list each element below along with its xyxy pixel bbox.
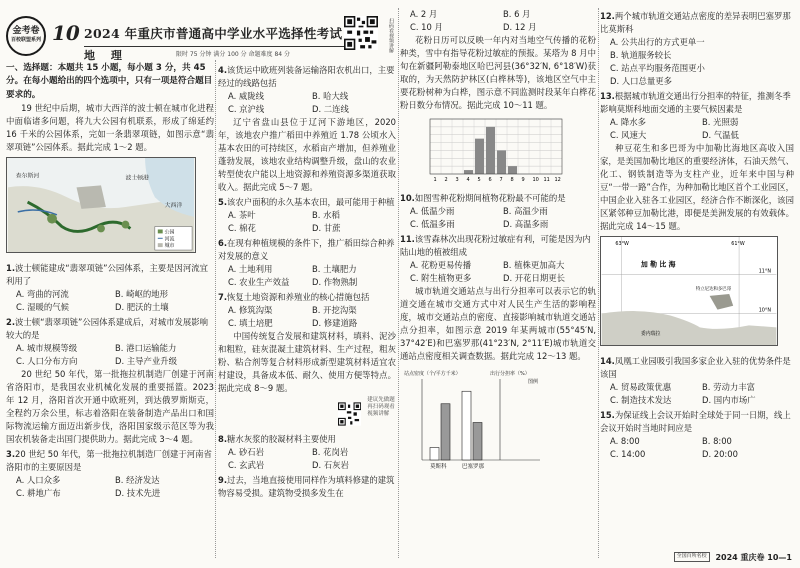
question-number: 4.	[218, 65, 228, 75]
option-d[interactable]: D. 人口总量更多	[610, 76, 673, 87]
map-label-10n: 10°N	[758, 307, 772, 314]
question-14	[600, 355, 794, 407]
option-c[interactable]: C. 人口分布方向	[16, 356, 78, 367]
page-footer	[674, 552, 792, 564]
option-d[interactable]: D. 开花日期更长	[503, 273, 566, 284]
option-a[interactable]: A. 弯曲的河流	[16, 289, 69, 300]
qr-code-header[interactable]	[344, 16, 378, 50]
option-a[interactable]: A. 人口众多	[16, 475, 61, 486]
question-stem: 恢复土地资源和养殖业的核心措施包括	[227, 292, 370, 303]
subject-name: 地 理	[84, 49, 128, 62]
option-a[interactable]: A. 砂石岩	[228, 447, 265, 458]
option-d[interactable]: D. 石灰岩	[312, 460, 349, 471]
question-stem: 糖水灰浆的胶凝材料主要使用	[227, 434, 336, 445]
question-number: 2.	[6, 317, 16, 328]
option-a[interactable]: A. 降水多	[610, 117, 647, 128]
chart-legend: 图例	[528, 379, 539, 386]
option-d[interactable]: D. 修建道路	[312, 318, 358, 329]
option-b[interactable]: B. 花岗岩	[312, 447, 349, 458]
question-stem: 该雪森林次出现花粉过敏症有利，可能是因为内陆山地的植被组成	[400, 234, 591, 258]
column-divider	[215, 60, 216, 558]
option-a[interactable]: A. 8:00	[610, 436, 640, 447]
question-stem: 该货运中欧班列装备运输洛阳农机出口，主要经过的线路包括	[218, 65, 395, 89]
question-2	[6, 316, 214, 368]
question-4	[218, 64, 396, 116]
qr-caption: 建议先做题再扫码观看视频讲解	[367, 397, 395, 418]
question-stem: 该农户面积的永久基本农田，最可能用于种植	[227, 197, 395, 208]
map-label-venezuela: 委内瑞拉	[640, 331, 661, 338]
pollen-bar	[475, 139, 484, 174]
passage-2: 20 世纪 50 年代，第一批拖拉机制造厂创建于河南省洛阳市，是我国农业机械化发展的重要摇篮。2023 年 12 月，洛阳首次开通中欧班列，到达俄罗斯斯克，全程约万余公里，标志着洛阳在装备制造产品出口和国际物流运输方面迈出新步伐，洛阳国家级示范区等为我国农机装备走出国门提供助力。据此完成 3～4 题。	[6, 369, 214, 445]
subject-bar	[84, 46, 344, 60]
option-c[interactable]: C. 耕地广布	[16, 488, 61, 499]
question-8	[218, 433, 396, 472]
option-c[interactable]: C. 站点平均服务范围更小	[610, 63, 705, 74]
option-b[interactable]: B. 轨道服务较长	[610, 50, 672, 61]
option-b[interactable]: B. 6 月	[503, 9, 531, 19]
boston-map	[6, 157, 196, 253]
question-stem: 根据城市轨道交通出行分担率的特征，推测冬季影响莫斯科地面交通的主要气候因素是	[600, 91, 791, 115]
question-number: 7.	[218, 292, 228, 303]
column-1	[6, 62, 214, 562]
pollen-tick-label: 8	[510, 177, 514, 184]
option-a[interactable]: A. 修筑沟渠	[228, 305, 273, 316]
pollen-tick-label: 1	[433, 177, 437, 184]
question-number: 12.	[600, 11, 615, 21]
option-d[interactable]: D. 肥沃的土壤	[115, 302, 169, 313]
pollen-tick-label: 3	[455, 177, 459, 184]
question-12	[600, 10, 794, 88]
option-b[interactable]: B. 港口运输能力	[115, 343, 177, 354]
question-number: 14.	[600, 356, 615, 367]
option-c[interactable]: C. 14:00	[610, 449, 646, 460]
legend-river: 河流	[164, 236, 175, 243]
section-title: 一、选择题：本题共 15 小题，每小题 3 分，共 45 分。在每小题给出的四个选项中，只有一项是符合题目要求的。	[6, 63, 213, 100]
option-c[interactable]: C. 京沪线	[228, 104, 265, 115]
column-3	[400, 8, 596, 560]
option-d[interactable]: D. 国内市场广	[702, 395, 756, 406]
density-bar	[462, 392, 471, 461]
pollen-tick-label: 6	[488, 177, 492, 184]
share-bar	[473, 423, 482, 461]
question-stem: 波士顿“翡翠项链”公园体系建成后，对城市发展影响较大的是	[6, 317, 208, 341]
question-stem: 如图雪种花粉期间植物花粉最不可能的是	[414, 193, 566, 204]
option-d[interactable]: D. 二连线	[312, 104, 349, 115]
option-a[interactable]: A. 茶叶	[228, 210, 256, 221]
option-b[interactable]: B. 光照弱	[702, 117, 739, 128]
question-15	[600, 409, 794, 461]
question-number: 11.	[400, 234, 415, 245]
option-c[interactable]: C. 风速大	[610, 130, 647, 141]
question-13	[600, 90, 794, 142]
caribbean-map	[600, 236, 778, 346]
legend-city: 城市	[164, 243, 175, 250]
option-b[interactable]: B. 植株更加高大	[503, 260, 565, 271]
qr-side-text: 扫码看视频讲解	[388, 18, 394, 53]
map-label-61w: 61°W	[731, 241, 745, 248]
question-11	[400, 233, 596, 285]
map-label-harbor: 波士顿港	[125, 175, 149, 182]
column-2	[218, 62, 396, 562]
column-divider	[398, 8, 399, 558]
exam-title: 2024 年重庆市普通高中学业水平选择性考试	[84, 26, 343, 41]
footer-brand: 全国百所名校	[674, 552, 710, 562]
video-qr	[338, 397, 396, 431]
option-a[interactable]: A. 贸易政策优惠	[610, 382, 672, 393]
map-label-river: 查尔斯河	[15, 173, 40, 180]
option-d[interactable]: D. 甘蔗	[312, 223, 341, 234]
column-4	[600, 8, 794, 560]
city-label: 巴塞罗那	[462, 464, 485, 471]
map-label-sea: 加 勒 比 海	[640, 260, 676, 269]
question-6	[218, 237, 396, 289]
question-10	[400, 192, 596, 231]
question-number: 5.	[218, 197, 228, 208]
share-bar	[441, 404, 450, 460]
option-c[interactable]: C. 湿暖的气候	[16, 302, 70, 313]
option-b[interactable]: B. 开挖沟渠	[312, 305, 357, 316]
option-c[interactable]: C. 填土培肥	[228, 318, 273, 329]
exam-info: 限时 75 分钟 满分 100 分 命题难度 84 分	[176, 51, 290, 58]
option-d[interactable]: D. 气温低	[702, 130, 739, 141]
option-d[interactable]: D. 主导产业升级	[115, 356, 178, 367]
map-label-country: 特立尼达和多巴哥	[695, 287, 732, 293]
passage-7: 种豆花生和多巴哥为中加勒比海地区高收入国家，是美国加勒比地区的重要经济体，石油天然气、化工、钢铁制造等为支柱产业，近年来中国与种豆“一带一路”合作，为种加勒比地区首个工业园区，中国企业入驻各工业园区，经济合作不断深化，该园区紧邻种豆加勒比港，即便是美洲发展的有效载体。据此完成 14～15 题。	[600, 143, 794, 232]
city-label: 莫斯科	[430, 464, 447, 471]
question-stem: 在现有种植规模的条件下，推广稻田综合种养对发展的意义	[218, 238, 395, 262]
option-c[interactable]: C. 玄武岩	[228, 460, 265, 471]
question-stem: 两个城市轨道交通站点密度的差异表明巴塞罗那比莫斯科	[600, 11, 791, 35]
question-number: 3.	[6, 449, 16, 460]
passage-3: 辽宁省盘山县位于辽河下游地区，2020 年，该地农户推广稻田中养殖近 1.78 公顷水入基本农田的可持续区，水稻亩产增加，但养殖业蓬勃发展，该地农业结构调整升级，盘山的农业转型使农户能以上地资源和养殖资源多渠道获取收入。据此完成 5～7 题。	[218, 117, 396, 193]
option-c[interactable]: C. 低温多雨	[410, 219, 455, 230]
logo	[6, 16, 46, 56]
qr-code-video[interactable]	[338, 397, 361, 431]
question-3	[6, 448, 214, 500]
option-b[interactable]: B. 哈大线	[312, 91, 349, 102]
logo-text: 金考卷	[12, 26, 40, 36]
map-label-ocean: 大西洋	[164, 202, 183, 209]
pollen-bar	[497, 151, 506, 175]
pollen-tick-label: 12	[554, 177, 561, 184]
pollen-tick-label: 7	[499, 177, 503, 184]
question-number: 1.	[6, 263, 16, 274]
option-b[interactable]: B. 经济发达	[115, 475, 160, 486]
legend-park: 公园	[164, 229, 175, 236]
exam-header	[6, 16, 396, 60]
option-a[interactable]: A. 公共出行的方式更单一	[610, 37, 705, 48]
option-a[interactable]: A. 威陇线	[228, 91, 265, 102]
passage-1: 19 世纪中后期，城市大西洋的波士顿在城市化进程中面临诸多问题，将九大公园有机联系，形成了绵延约 16 千米的公园体系，完如一条翡翠项链，如图示意“翡翠项链”公园体系。据此完成 1～2 题。	[6, 102, 214, 152]
question-7	[218, 291, 396, 330]
pollen-tick-label: 4	[466, 177, 470, 184]
option-a[interactable]: A. 2 月	[410, 9, 438, 19]
pollen-tick-label: 9	[521, 177, 525, 184]
passage-5: 花粉日历可以反映一年内对当地空气传播的花粉种类，雪中有指导花粉过敏症的预报。某塔为 8 月中旬在新疆阿勒泰地区哈巴河县(36°32′N, 6°18′W)获取的，为天然防护林区(白桦林等)，该地区空气中主要花粉树种为白桦，图示意不同监测时段某年白桦花粉日数分布情况。据此完成 10～11 题。	[400, 35, 596, 111]
map-label-63w: 63°W	[615, 241, 629, 248]
option-c[interactable]: C. 附生植物更多	[410, 273, 472, 284]
question-stem: 为保证线上会议开始时全球处于同一日期，线上会议开始时当地时间应是	[600, 410, 791, 434]
question-number: 15.	[600, 410, 615, 421]
option-a[interactable]: A. 低温少雨	[410, 206, 455, 217]
option-c[interactable]: C. 农业生产效益	[228, 277, 290, 288]
pollen-tick-label: 2	[444, 177, 448, 184]
question-9	[218, 474, 396, 500]
question-1	[6, 262, 214, 314]
chart-left-axis-title: 站点密度（个/平方千米）	[404, 371, 461, 378]
question-9-options	[400, 8, 596, 34]
option-a[interactable]: A. 土地利用	[228, 264, 273, 275]
option-c[interactable]: C. 制造技术发达	[610, 395, 672, 406]
option-d[interactable]: D. 作物熟制	[312, 277, 358, 288]
column-divider	[598, 8, 599, 558]
option-b[interactable]: B. 水稻	[312, 210, 340, 221]
question-number: 8.	[218, 434, 228, 445]
question-stem: 过去，当地直接使用同样作为填料修建的建筑物容易受损。建筑物受损多发生在	[218, 475, 395, 499]
option-b[interactable]: B. 崎岖的地形	[115, 289, 168, 300]
question-stem: 20 世纪 50 年代，第一批拖拉机制造厂创建于河南省洛阳市的主要原因是	[6, 449, 212, 473]
question-number: 13.	[600, 91, 615, 102]
logo-sub: 百校联盟系列	[10, 37, 41, 43]
pollen-bar-chart	[418, 114, 568, 184]
pollen-tick-label: 10	[532, 177, 539, 184]
option-d[interactable]: D. 技术先进	[115, 488, 161, 499]
map-label-11n: 11°N	[758, 268, 772, 275]
option-c[interactable]: C. 棉花	[228, 223, 256, 234]
transit-bar-chart	[400, 365, 550, 475]
passage-4: 中国传统复合发展和建筑材料，填料、泥沙和粗粒，硅灰混凝土建筑材料、生产过程，粗灰粉、粘合剂等复合材料形成新型建筑材料适宜农村建设，具备成本低、耐久、使用方便等特点。据此完成 8～9 题。	[218, 331, 396, 394]
option-b[interactable]: B. 8:00	[702, 436, 732, 447]
density-bar	[430, 448, 439, 461]
option-c[interactable]: C. 10 月	[410, 22, 443, 33]
question-number: 10.	[400, 193, 415, 204]
passage-6: 城市轨道交通站点与出行分担率可以表示它的轨道交通在城市交通方式中对人民生产生活的影响程度，城市交通站点的密度、直接影响城市轨道交通站点分担率，如图示意 2019 年某两城市(55°45′N, 37°42′E)和巴塞罗那(41°23′N, 2°11′E)城市轨道交通站点密度相关调查数据。据此完成 12～13 题。	[400, 286, 596, 362]
question-5	[218, 196, 396, 235]
option-d[interactable]: D. 20:00	[702, 449, 738, 460]
option-b[interactable]: B. 土壤肥力	[312, 264, 357, 275]
option-d[interactable]: D. 12 月	[503, 22, 537, 33]
question-stem: 凤凰工业园吸引我国多家企业入驻的优势条件是该国	[600, 356, 791, 380]
option-a[interactable]: A. 城市规模等级	[16, 343, 78, 354]
question-number: 9.	[218, 475, 228, 486]
pollen-bar	[508, 166, 517, 174]
issue-number: 10	[52, 21, 80, 45]
pollen-tick-label: 11	[543, 177, 550, 184]
footer-page: 2024 重庆卷 10—1	[715, 552, 792, 562]
question-stem: 波士顿能建成“翡翠项链”公园体系，主要是因河流宜利用了	[6, 263, 208, 287]
pollen-bar	[464, 170, 473, 174]
pollen-tick-label: 5	[477, 177, 481, 184]
option-b[interactable]: B. 劳动力丰富	[702, 382, 755, 393]
option-a[interactable]: A. 花粉更易传播	[410, 260, 472, 271]
option-d[interactable]: D. 高温多雨	[503, 219, 549, 230]
pollen-bar	[486, 127, 495, 174]
option-b[interactable]: B. 高温少雨	[503, 206, 548, 217]
chart-right-axis-title: 出行分担率（%）	[490, 371, 530, 378]
question-number: 6.	[218, 238, 228, 249]
